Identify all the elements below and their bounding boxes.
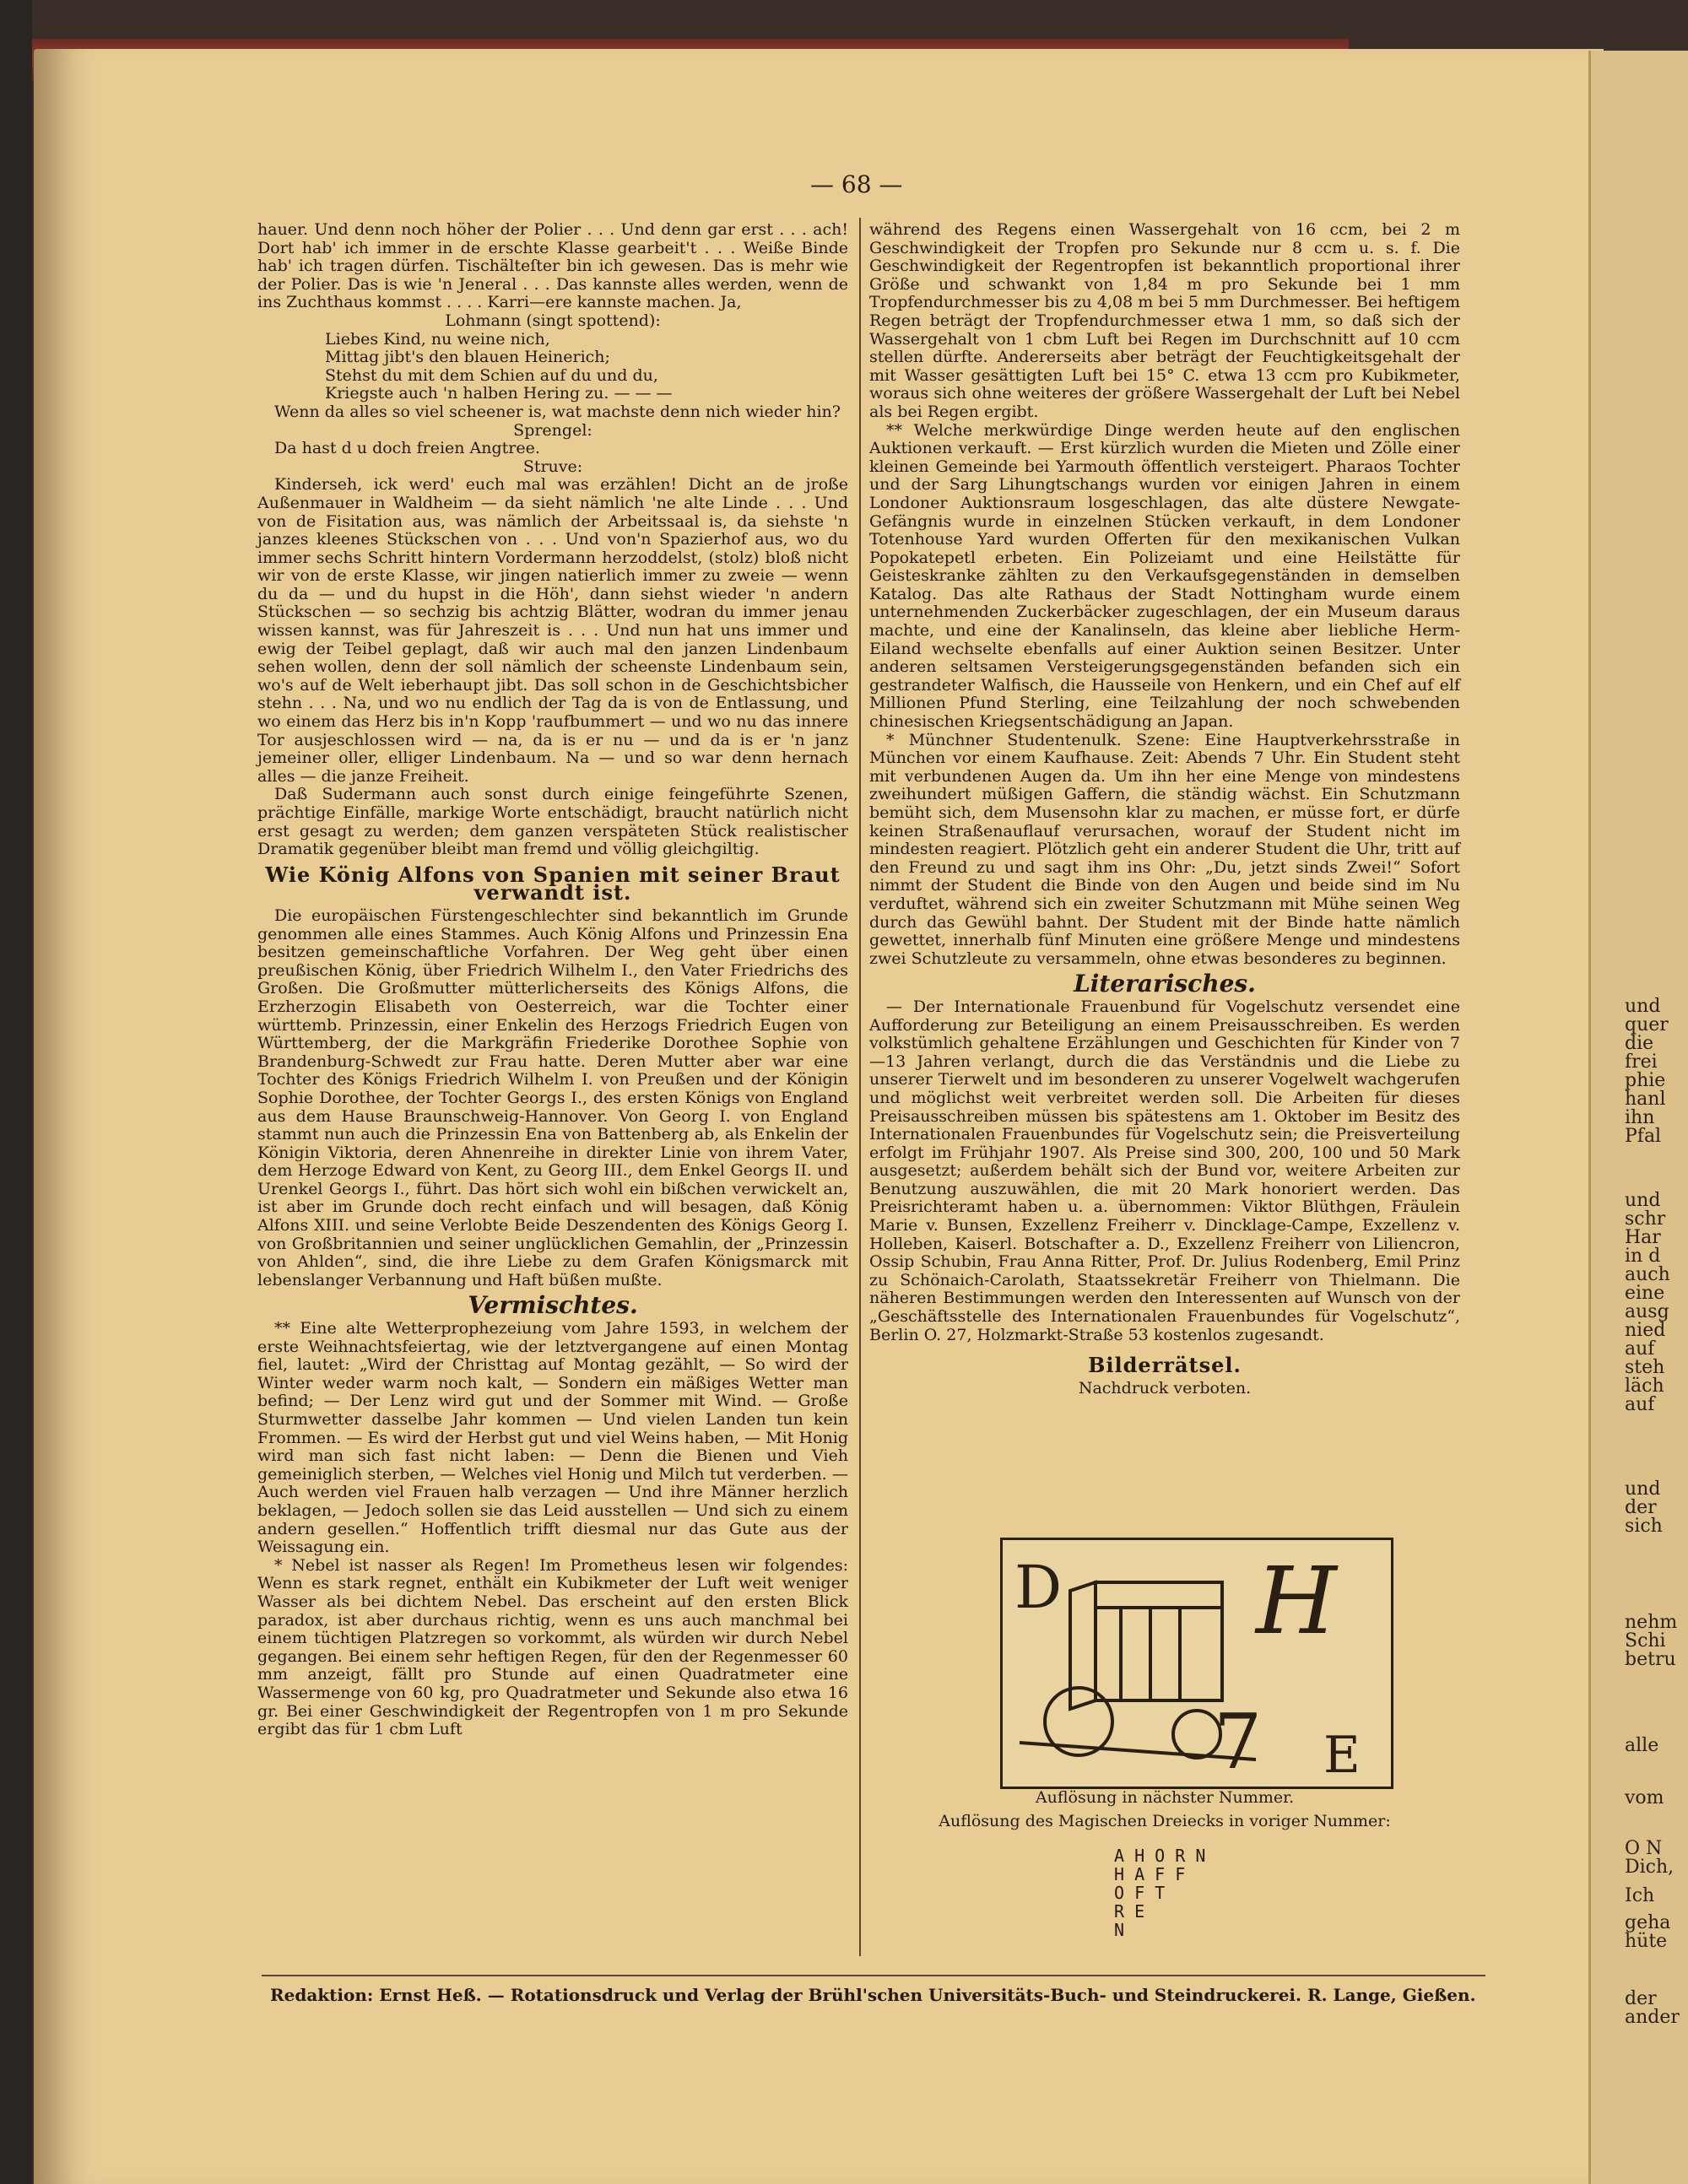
next-page-word: Har bbox=[1625, 1227, 1661, 1248]
verse-line: Liebes Kind, nu weine nich, bbox=[325, 329, 550, 349]
triangle-row: O F T bbox=[1114, 1883, 1166, 1903]
speaker-lohmann: Lohmann (singt spottend): bbox=[445, 311, 661, 330]
verse-line: Kriegste auch 'n halben Hering zu. — — — bbox=[325, 384, 673, 403]
riddle-letter-h: H bbox=[1256, 1547, 1337, 1655]
footer-rule bbox=[262, 1975, 1485, 1976]
next-page-word: Pfal bbox=[1625, 1126, 1662, 1147]
imprint-footer: Redaktion: Ernst Heß. — Rotationsdruck und Verlag der Brühl'schen Universitäts-Buch- und Steindruckerei. R. Lange, Gießen. bbox=[270, 1985, 1476, 2005]
next-page-word: auch bbox=[1625, 1264, 1670, 1285]
next-page-word: ausg bbox=[1625, 1301, 1669, 1322]
article-frauenbund: — Der Internationale Frauenbund für Vogelschutz versendet eine Aufforderung zur Beteiligung an einem Preisausschreiben. Es werden volkstümlich gehaltene Erzählungen und Geschichten für Kinder von 7—13 Jahren verlangt, durch die das Verständnis und die Liebe zu unserer Tierwelt und im besonderen zu unserer Vogelwelt wachgerufen und möglichst weit verbreitet werden soll. Die Arbeiten für dieses Preisausschreiben müssen bis spätestens am 1. Oktober im Besitz des Internationalen Frauenbundes für Vogelschutz sein; die Preisverteilung erfolgt im Frühjahr 1907. Als Preise sind 300, 200, 100 und 50 Mark ausgesetzt; außerdem behält sich der Bund vor, weitere Arbeiten zur Benutzung auszuwählen, die mit 20 Mark honoriert werden. Das Preisrichteramt haben u. a. übernommen: Viktor Blüthgen, Fräulein Marie v. Bunsen, Exzellenz Freiherr v. Dincklage-Campe, Exzellenz v. Holleben, Kaiserl. Botschafter a. D., Exzellenz Freiherr von Liliencron, Ossip Schubin, Frau Anna Ritter, Prof. Dr. Julius Rodenberg, Emil Prinz zu Schönaich-Carolath, Staatssekretär Freiherr von Thielmann. Die näheren Bestimmungen werden den Interessenten auf Wunsch von der „Geschäftsstelle des Internationalen Frauenbundes für Vogelschutz“, Berlin O. 27, Holzmarkt-Straße 53 kostenlos zugesandt. bbox=[869, 997, 1460, 1344]
verse-line: Stehst du mit dem Schien auf du und du, bbox=[325, 365, 658, 385]
article-auctions: ** Welche merkwürdige Dinge werden heute auf den englischen Auktionen verkauft. — Erst kürzlich wurden die Mieten und Zölle einer kleinen Gemeinde bei Yarmouth öffentlich versteigert. Pharaos Tochter und der Sarg Lihungtschangs wurden vor einigen Jahren in einem Londoner Auktionsraum losgeschlagen, das alte düstere Newgate-Gefängnis wurde in einzelnen Stücken verkauft, in dem Londoner Totenhouse Yard wurden Offerten für den mexikanischen Vulkan Popokatepetl erbeten. Ein Polizeiamt und eine Heilstätte für Geisteskranke zählten zu den Verkaufsgegenständen in demselben Katalog. Das alte Rathaus der Stadt Nottingham wurde einem unternehmenden Zuckerbäcker zugeschlagen, der ein Museum daraus machte, und eine der Kanalinseln, das kleine aber liebliche Herm-Eiland wechselte ebenfalls auf einer Auktion seinen Besitzer. Unter anderen seltsamen Versteigerungsgegenständen befanden sich ein gestrandeter Walfisch, die Hausseile von Henkern, und ein Chef auf elf Millionen Pfund Sterling, eine Teilzahlung der noch schwebenden chinesischen Kriegsentschädigung an Japan. bbox=[869, 420, 1460, 732]
next-page-word: vom bbox=[1625, 1787, 1664, 1808]
heading-bilderraetsel: Bilderrätsel. bbox=[1088, 1353, 1242, 1378]
next-page-word: in d bbox=[1625, 1246, 1661, 1267]
speaker-struve: Struve: bbox=[522, 457, 583, 476]
heading-literarisches: Literarisches. bbox=[1074, 970, 1256, 998]
next-page-word: O N bbox=[1625, 1838, 1663, 1859]
next-page-word: schr bbox=[1625, 1208, 1666, 1230]
next-page-word: steh bbox=[1625, 1357, 1665, 1378]
riddle-letter-e: E bbox=[1323, 1726, 1361, 1785]
play-text: Wenn da alles so viel scheener is, wat machste denn nich wieder hin? bbox=[274, 402, 841, 421]
riddle-letter-7: 7 bbox=[1214, 1698, 1263, 1787]
next-page-word: sich bbox=[1625, 1516, 1663, 1537]
next-page-word: der bbox=[1625, 1497, 1657, 1518]
riddle-illustration bbox=[1003, 1540, 1391, 1787]
next-page-word: quer bbox=[1625, 1014, 1669, 1035]
triangle-row: H A F F bbox=[1114, 1864, 1186, 1884]
left-column bbox=[257, 221, 848, 1739]
next-page-word: Schi bbox=[1625, 1630, 1666, 1652]
triangle-row: N bbox=[1114, 1920, 1125, 1940]
heading-alfons: Wie König Alfons von Spanien mit seiner Braut verwandt ist. bbox=[265, 862, 841, 905]
next-page-word: phie bbox=[1625, 1070, 1666, 1091]
play-text: Da hast d u doch freien Angtree. bbox=[274, 439, 540, 458]
speaker-sprengel: Sprengel: bbox=[513, 420, 592, 440]
reprint-notice: Nachdruck verboten. bbox=[1078, 1378, 1252, 1397]
next-page-word: auf bbox=[1625, 1338, 1655, 1360]
triangle-row: R E bbox=[1114, 1901, 1145, 1922]
article-alfons: Die europäischen Fürstengeschlechter sind bekanntlich im Grunde genommen alle eines Stammes. Auch König Alfons und Prinzessin Ena besitzen gemeinschaftliche Vorfahren. Der Weg geht über einen preußischen König, über Friedrich Wilhelm I., den Vater Friedrichs des Großen. Die Großmutter mütterlicherseits des Königs Alfons, die Erzherzogin Elisabeth von Oesterreich, war die Tochter einer württemb. Prinzessin, einer Enkelin des Herzogs Friedrich Eugen von Württemberg, der die Markgräfin Friederike Dorothee Sophie von Brandenburg-Schwedt zur Frau hatte. Deren Mutter aber war eine Tochter des Königs Friedrich Wilhelm I. von Preußen und der Königin Sophie Dorothee, der Tochter Georgs I., des ersten Königs von England aus dem Hause Braunschweig-Hannover. Von Georg I. von England stammt nun auch die Prinzessin Ena von Battenberg ab, als Enkelin der Königin Viktoria, deren Ahnenreihe in direkter Linie von ihrem Vater, dem Herzoge Edward von Kent, zu Georg III., dem Enkel Georgs II. und Urenkel Georgs I., führt. Das hört sich wohl ein bißchen verwickelt an, ist aber im Grunde doch recht einfach und will besagen, daß König Alfons XIII. und seine Verlobte Beide Deszendenten des Königs Georg I. von Großbritannien und seiner unglücklichen Gemahlin, der „Prinzessin von Ahlden“, sind, die ihre Liebe zu dem Grafen Königsmarck mit lebenslanger Verbannung und Haft büßen mußte. bbox=[257, 905, 848, 1289]
next-page-word: hanl bbox=[1625, 1089, 1666, 1110]
verse-line: Mittag jibt's den blauen Heinerich; bbox=[325, 348, 610, 367]
next-page-word: eine bbox=[1625, 1283, 1665, 1304]
article-fog-continued: während des Regens einen Wassergehalt von 16 ccm, bei 2 m Geschwindigkeit der Tropfen pro Sekunde nur 8 ccm u. s. f. Die Geschwindigkeit der Regentropfen ist bekanntlich proportional ihrer Größe und schwankt von 1,84 m pro Sekunde bei 1 mm Tropfendurchmesser bis zu 4,08 m bei 5 mm Durchmesser. Bei heftigem Regen beträgt der Tropfendurchmesser etwa 1 mm, so daß sich der Wassergehalt von 1 cbm Luft bei Regen im Durchschnitt auf 10 ccm stellen dürfte. Andererseits aber beträgt der Feuchtigkeitsgehalt der mit Wasser gesättigten Luft bei 15° C. etwa 13 ccm pro Kubikmeter, woraus sich ohne weiteres der größere Wassergehalt der Luft bei Nebel als bei Regen ergibt. bbox=[869, 220, 1460, 421]
next-page-word: alle bbox=[1625, 1735, 1659, 1756]
triangle-row: A H O R N bbox=[1114, 1846, 1206, 1866]
next-page-word: die bbox=[1625, 1033, 1654, 1054]
next-page-word: ander bbox=[1625, 2007, 1680, 2028]
next-page-word: und bbox=[1625, 996, 1661, 1017]
play-text: hauer. Und denn noch höher der Polier . . . Und denn gar erst . . . ach! Dort hab' ich immer in de erschte Klasse gearbeit't . . . Weiße Binde hab' ich tragen dürfen. Tischälteſter bin ich gewesen. Das is mehr wie der Polier. Das is wie 'n Jeneral . . . Das kannste alles werden, wenn de ins Zuchthaus kommst . . . . Karri—ere kannste machen. Ja, bbox=[257, 220, 848, 312]
column-divider bbox=[859, 218, 861, 1956]
next-page-word: frei bbox=[1625, 1051, 1658, 1073]
riddle-captions bbox=[869, 1789, 1460, 1830]
next-page-word: auf bbox=[1625, 1394, 1655, 1415]
next-page-word: hüte bbox=[1625, 1931, 1668, 1952]
next-page-fragments bbox=[1616, 51, 1688, 2184]
page-number: — 68 — bbox=[810, 170, 903, 198]
book-spine bbox=[0, 0, 32, 2184]
next-page-word: geha bbox=[1625, 1912, 1671, 1933]
next-page-word: ihn bbox=[1625, 1107, 1655, 1128]
triangle-solution-title: Auflösung des Magischen Dreiecks in voriger Nummer: bbox=[939, 1811, 1391, 1830]
next-page-word: und bbox=[1625, 1190, 1661, 1211]
next-page-word: und bbox=[1625, 1479, 1661, 1500]
picture-riddle bbox=[1000, 1538, 1393, 1789]
next-page-word: Dich, bbox=[1625, 1857, 1674, 1878]
article-fog: * Nebel ist nasser als Regen! Im Prometheus lesen wir folgendes: Wenn es stark regnet, enthält ein Kubikmeter der Luft weit weniger Wasser als bei dichtem Nebel. Das erscheint auf den ersten Blick paradox, ist aber durchaus richtig, wenn es uns auch manchmal bei einem tüchtigen Platzregen so vorkommt, als würden wir durch Nebel gegangen. Bei einem sehr heftigen Regen, für den der Regenmesser 60 mm anzeigt, fällt pro Stunde auf einen Quadratmeter eine Wassermenge von 60 kg, pro Quadratmeter und Sekunde also etwa 16 gr. Bei einer Geschwindigkeit der Regentropfen von 1 m pro Sekunde ergibt das für 1 cbm Luft bbox=[257, 1555, 848, 1739]
review-conclusion: Daß Sudermann auch sonst durch einige feingeführte Szenen, prächtige Einfälle, markige Worte entschädigt, braucht natürlich nicht erst gesagt zu werden; dem ganzen verspäteten Stück realistischer Dramatik gegenüber bleibt man fremd und völlig gleichgiltig. bbox=[257, 785, 848, 859]
magic-triangle bbox=[1114, 1846, 1205, 1939]
article-student-prank: * Münchner Studentenulk. Szene: Eine Hauptverkehrsstraße in München vor einem Kaufhause. Zeit: Abends 7 Uhr. Ein Student steht mit verbundenen Augen da. Um ihn her eine Menge von mindestens zweihundert müßigen Gaffern, die ständig wächst. Ein Schutzmann bemüht sich, dem Musensohn klar zu machen, er müsse fort, er dürfe keinen Straßenauflauf verursachen, worauf der Student nicht im mindesten reagiert. Plötzlich geht ein anderer Student die Uhr, tritt auf den Freund zu und sagt ihm ins Ohr: „Du, jetzt sinds Zwei!“ Sofort nimmt der Student die Binde von den Augen und beide sind im Nu verduftet, während sich ein zweiter Schutzmann mit Mühe seinen Weg durch das Gewühl bahnt. Der Student mit der Binde hatte nämlich gewettet, innerhalb fünf Minuten eine größere Menge und mindestens zwei Schutzleute zu versammeln, ohne etwas besonderes zu beginnen. bbox=[869, 730, 1460, 968]
riddle-letter-d: D bbox=[1014, 1553, 1063, 1622]
next-page-word: nehm bbox=[1625, 1612, 1678, 1633]
next-page-word: nied bbox=[1625, 1320, 1666, 1341]
next-page-word: der bbox=[1625, 1988, 1657, 2009]
next-page-word: betru bbox=[1625, 1649, 1676, 1670]
next-page-word: Ich bbox=[1625, 1885, 1655, 1906]
heading-vermischtes: Vermischtes. bbox=[468, 1291, 638, 1320]
article-weather-prophecy: ** Eine alte Wetterprophezeiung vom Jahre 1593, in welchem der erste Weihnachtsfeiertag, wie der letztvergangene auf einen Montag fiel, lautet: „Wird der Christtag auf Montag gezählt, — So wird der Winter weder warm noch kalt, — Sondern ein mäßiges Wetter man befind; — Der Lenz wird gut und der Sommer mit Wind. — Große Sturmwetter dasselbe Jahr kommen — Und vielen Landen tun kein Frommen. — Es wird der Herbst gut und viel Weins haben, — Mit Honig wird man sich fast nicht laben: — Denn die Bienen und Vieh gemeiniglich sterben, — Welches viel Honig und Milch tut verderben. — Auch werden viel Frauen halb verzagen — Und ihre Männer herzlich beklagen, — Jedoch sollen sie das Leid ausstellen — Und sich zu einem andern gesellen.“ Hoffentlich trifft diesmal nur das Gute aus der Weissagung ein. bbox=[257, 1319, 848, 1557]
next-page-word: läch bbox=[1625, 1376, 1664, 1397]
riddle-solution-note: Auflösung in nächster Nummer. bbox=[1035, 1788, 1295, 1807]
monologue: Kinderseh, ick werd' euch mal was erzählen! Dicht an de jroße Außenmauer in Waldheim — da sieht nämlich 'ne alte Linde . . . Und von de Fisitation aus, was nämlich der Arbeitssaal is, da siehste 'n janzes kleenes Stückschen von . . . Und von'n Spazierhof aus, wo du immer sechs Schritt hintern Vordermann herzoddelst, (stolz) bloß nicht wir von de erste Klasse, wir jingen natierlich immer zu zweie — wenn du da — und du hupst in die Höh', dann siehst wieder 'n andern Stückschen — so sechzig bis achtzig Blätter, wodran du immer jenau wissen kannst, was für Jahreszeit is . . . Und nun hat uns immer und ewig der Teibel geplagt, daß wir auch mal den janzen Lindenbaum sehen wollen, denn der soll nämlich der scheenste Lindenbaum sein, wo's auf de Welt ieberhaupt jibt. Das soll schon in de Geschichtsbicher stehn . . . Na, und wo nu endlich der Tag da is von de Entlassung, und wo einem das Herz bis in'n Kopp 'raufbummert — und wo nu das innere Tor ausjeschlossen wird — na, da is er nu — und da is er 'n janz jemeiner oller, elliger Lindenbaum. Na — und so war denn hernach alles — die janze Freiheit. bbox=[257, 475, 848, 786]
right-column bbox=[869, 221, 1460, 1397]
